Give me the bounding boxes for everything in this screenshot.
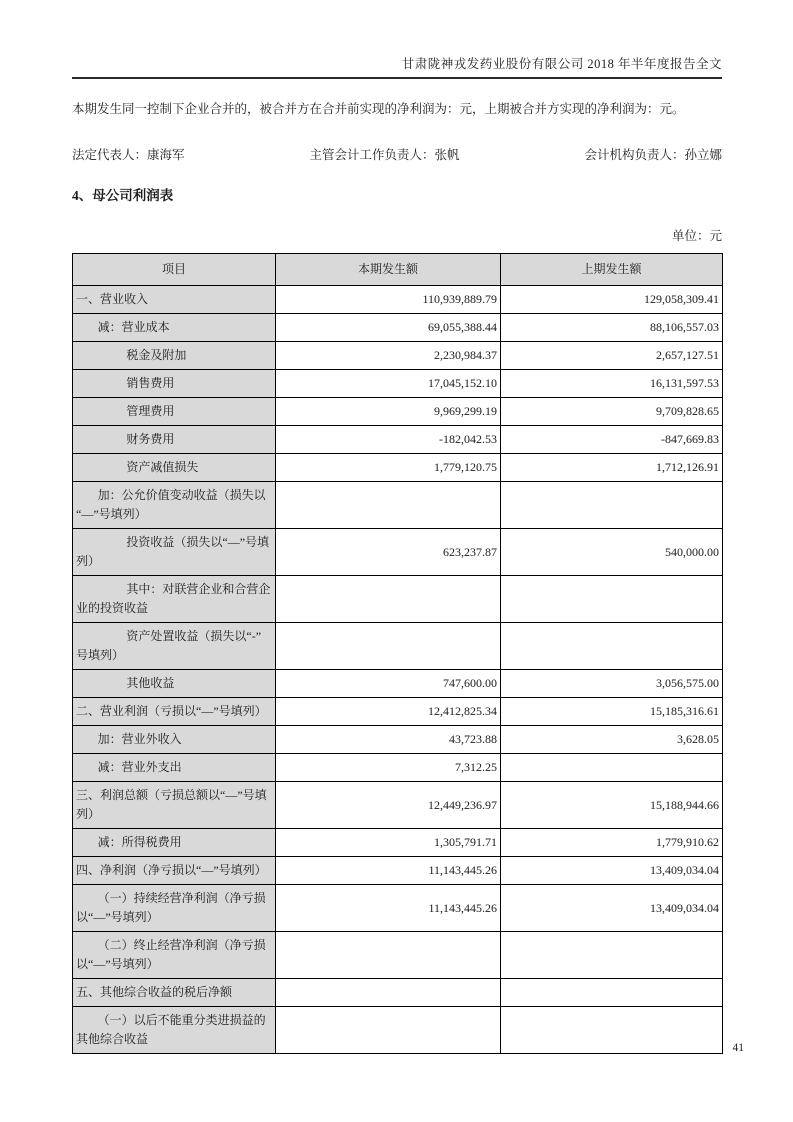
prior-period-value: 16,131,597.53: [501, 370, 723, 398]
table-row: [73, 979, 723, 1007]
row-label: 二、营业利润（亏损以“—”号填列）: [73, 698, 276, 726]
legal-representative-label: 法定代表人：康海军: [72, 148, 185, 162]
prior-period-value: 88,106,557.03: [501, 314, 723, 342]
row-label: 税金及附加: [73, 342, 276, 370]
row-label: （二）终止经营净利润（净亏损以“—”号填列）: [73, 932, 276, 979]
prior-period-value: 9,709,828.65: [501, 398, 723, 426]
page-content: [72, 0, 722, 1054]
table-row: [73, 623, 723, 670]
prior-period-value: -847,669.83: [501, 426, 723, 454]
row-label: 五、其他综合收益的税后净额: [73, 979, 276, 1007]
table-row: [73, 932, 723, 979]
prior-period-value: [501, 482, 723, 529]
row-label: 销售费用: [73, 370, 276, 398]
current-period-value: 9,969,299.19: [276, 398, 501, 426]
page-number: 41: [732, 1042, 744, 1054]
table-row: [73, 829, 723, 857]
table-row: [73, 1007, 723, 1054]
prior-period-value: 1,712,126.91: [501, 454, 723, 482]
table-row: [73, 670, 723, 698]
table-row: [73, 482, 723, 529]
current-period-value: 12,449,236.97: [276, 782, 501, 829]
table-row: [73, 286, 723, 314]
prior-period-value: 15,185,316.61: [501, 698, 723, 726]
row-label: 其中：对联营企业和合营企业的投资收益: [73, 576, 276, 623]
current-period-value: 12,412,825.34: [276, 698, 501, 726]
table-row: [73, 370, 723, 398]
row-label: 四、净利润（净亏损以“—”号填列）: [73, 857, 276, 885]
current-period-value: 69,055,388.44: [276, 314, 501, 342]
prior-period-value: [501, 979, 723, 1007]
row-label: 加：公允价值变动收益（损失以“—”号填列）: [73, 482, 276, 529]
prior-period-value: 13,409,034.04: [501, 857, 723, 885]
row-label: 减：营业成本: [73, 314, 276, 342]
prior-period-value: [501, 623, 723, 670]
prior-period-value: [501, 1007, 723, 1054]
current-period-value: [276, 623, 501, 670]
prior-period-value: [501, 932, 723, 979]
table-header-row: [73, 254, 723, 286]
table-row: [73, 698, 723, 726]
row-label: 资产处置收益（损失以“-”号填列）: [73, 623, 276, 670]
document-header: [72, 54, 722, 72]
table-row: [73, 426, 723, 454]
merger-note: 本期发生同一控制下企业合并的，被合并方在合并前实现的净利润为：元，上期被合并方实现的净利润为：元。: [72, 102, 685, 116]
chief-accountant-label: 主管会计工作负责人：张帆: [309, 148, 460, 162]
parent-company-income-statement: [72, 253, 723, 1054]
table-row: [73, 754, 723, 782]
column-header-prior-period: 上期发生额: [501, 254, 723, 286]
section-title: 4、母公司利润表: [72, 188, 174, 203]
prior-period-value: [501, 754, 723, 782]
current-period-value: 43,723.88: [276, 726, 501, 754]
income-statement-body: [73, 286, 723, 1054]
current-period-value: [276, 482, 501, 529]
prior-period-value: 2,657,127.51: [501, 342, 723, 370]
current-period-value: -182,042.53: [276, 426, 501, 454]
table-row: [73, 454, 723, 482]
row-label: 投资收益（损失以“—”号填列）: [73, 529, 276, 576]
prior-period-value: [501, 576, 723, 623]
table-row: [73, 576, 723, 623]
current-period-value: 110,939,889.79: [276, 286, 501, 314]
signatories-row: [72, 145, 722, 163]
row-label: （一）以后不能重分类进损益的其他综合收益: [73, 1007, 276, 1054]
current-period-value: 17,045,152.10: [276, 370, 501, 398]
table-row: [73, 342, 723, 370]
header-divider: [72, 77, 722, 79]
column-header-current-period: 本期发生额: [276, 254, 501, 286]
current-period-value: 1,305,791.71: [276, 829, 501, 857]
current-period-value: 7,312.25: [276, 754, 501, 782]
table-row: [73, 314, 723, 342]
current-period-value: 11,143,445.26: [276, 885, 501, 932]
row-label: 资产减值损失: [73, 454, 276, 482]
prior-period-value: 1,779,910.62: [501, 829, 723, 857]
current-period-value: [276, 979, 501, 1007]
prior-period-value: 15,188,944.66: [501, 782, 723, 829]
current-period-value: [276, 576, 501, 623]
column-header-item: 项目: [73, 254, 276, 286]
row-label: 财务费用: [73, 426, 276, 454]
table-row: [73, 782, 723, 829]
prior-period-value: 129,058,309.41: [501, 286, 723, 314]
current-period-value: 1,779,120.75: [276, 454, 501, 482]
row-label: 三、利润总额（亏损总额以“—”号填列）: [73, 782, 276, 829]
accounting-department-head-label: 会计机构负责人：孙立娜: [584, 148, 722, 162]
table-row: [73, 726, 723, 754]
row-label: 加：营业外收入: [73, 726, 276, 754]
current-period-value: 747,600.00: [276, 670, 501, 698]
table-row: [73, 398, 723, 426]
document-header-text: 甘肃陇神戎发药业股份有限公司 2018 年半年度报告全文: [401, 57, 722, 71]
table-row: [73, 529, 723, 576]
row-label: 减：营业外支出: [73, 754, 276, 782]
row-label: 减：所得税费用: [73, 829, 276, 857]
prior-period-value: 13,409,034.04: [501, 885, 723, 932]
current-period-value: [276, 932, 501, 979]
current-period-value: 623,237.87: [276, 529, 501, 576]
current-period-value: 11,143,445.26: [276, 857, 501, 885]
prior-period-value: 540,000.00: [501, 529, 723, 576]
prior-period-value: 3,628.05: [501, 726, 723, 754]
table-row: [73, 857, 723, 885]
row-label: 一、营业收入: [73, 286, 276, 314]
current-period-value: [276, 1007, 501, 1054]
table-row: [73, 885, 723, 932]
row-label: 其他收益: [73, 670, 276, 698]
prior-period-value: 3,056,575.00: [501, 670, 723, 698]
row-label: （一）持续经营净利润（净亏损以“—”号填列）: [73, 885, 276, 932]
current-period-value: 2,230,984.37: [276, 342, 501, 370]
row-label: 管理费用: [73, 398, 276, 426]
unit-label: 单位：元: [671, 229, 722, 243]
